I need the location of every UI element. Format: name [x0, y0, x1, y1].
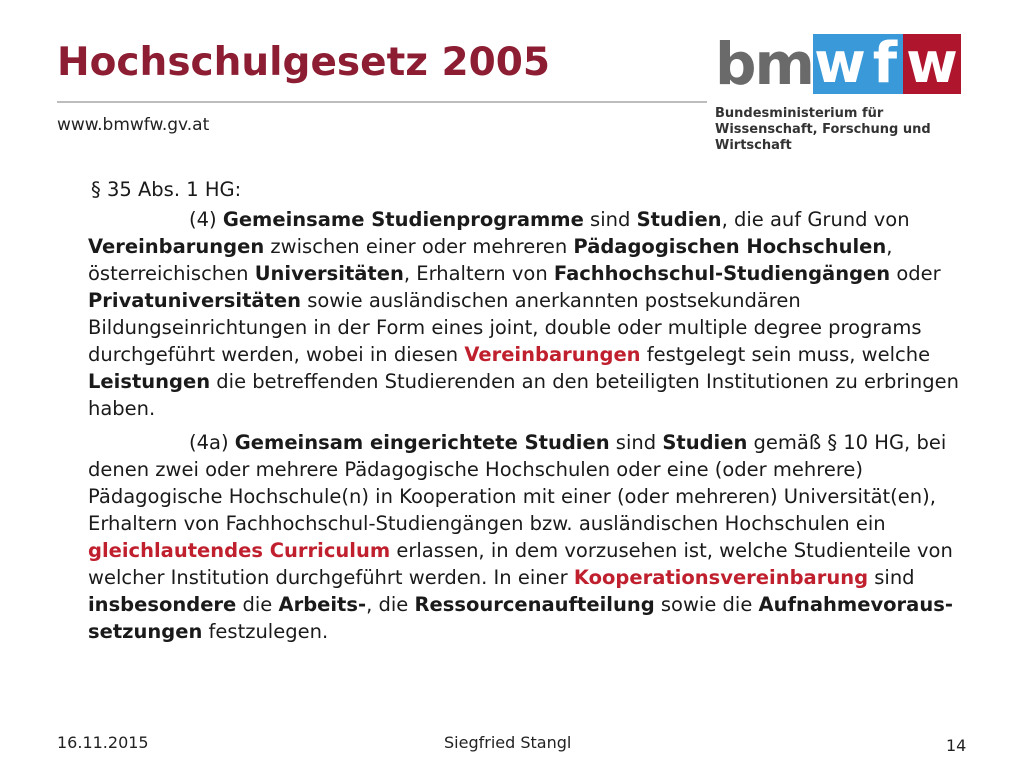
logo-w2: w — [903, 34, 961, 94]
highlight-term: Kooperationsvereinbarung — [573, 566, 869, 589]
website-url: www.bmwfw.gv.at — [57, 115, 210, 135]
paragraph-4a-text — [88, 431, 953, 643]
text-run: (4) — [189, 208, 223, 231]
bold-term: Arbeits- — [278, 593, 367, 616]
logo-subtitle — [715, 106, 975, 154]
text-run: sowie die — [654, 593, 759, 616]
paragraph-4a — [88, 429, 993, 645]
bold-term: Pädagogischen Hochschulen — [573, 235, 887, 258]
bold-term: Aufnahmevoraus-setzungen — [88, 593, 953, 643]
bold-term: Vereinbarungen — [88, 235, 265, 258]
text-run: sowie ausländischen anerkannten postsekundären Bildungseinrichtungen in der Form eines joint, double oder multiple degree programs durchgeführt werden, wobei in diesen — [88, 289, 922, 366]
bold-term: Universitäten — [254, 262, 404, 285]
bmwfw-logo — [715, 30, 975, 153]
text-run: die betreffenden Studierenden an den beteiligten Institutionen zu erbringen haben. — [88, 370, 959, 420]
footer-date: 16.11.2015 — [57, 733, 149, 752]
bold-term: Studien — [636, 208, 722, 231]
text-run: erlassen, in dem vorzusehen ist, welche Studienteile von welcher Institution durchgeführt werden. In einer — [88, 539, 953, 589]
law-reference: § 35 Abs. 1 HG: — [91, 178, 242, 201]
logo-w1: w — [814, 31, 866, 96]
text-run: sind — [583, 208, 637, 231]
paragraph-4-text — [88, 208, 959, 420]
logo-bm: bm — [715, 30, 813, 98]
text-run: gemäß § 10 HG, bei denen zwei oder mehrere Pädagogische Hochschulen oder eine (oder mehrere) Pädagogische Hochschule(n) in Kooperation mit einer (oder mehreren) Universität(en), Erhaltern von Fachhochschul-Studiengängen bzw. ausländischen Hochschulen ein — [88, 431, 947, 535]
logo-f: f — [867, 34, 903, 94]
bold-term: Studien — [662, 431, 748, 454]
logo-mark — [715, 30, 975, 98]
text-run: , österreichischen — [88, 235, 893, 285]
text-run: oder — [890, 262, 941, 285]
text-run: sind — [609, 431, 663, 454]
text-run: zwischen einer oder mehreren — [264, 235, 574, 258]
highlight-term: Vereinbarungen — [464, 343, 641, 366]
slide-body — [88, 176, 993, 645]
paragraph-4 — [88, 206, 993, 422]
bold-term: Fachhochschul-Studiengängen — [553, 262, 891, 285]
page-number: 14 — [946, 736, 967, 755]
highlight-term: gleichlautendes Curriculum — [88, 539, 391, 562]
bold-term: Leistungen — [88, 370, 211, 393]
bold-term: Privatuniversitäten — [88, 289, 301, 312]
title-divider — [57, 101, 707, 103]
bold-term: Gemeinsam eingerichtete Studien — [234, 431, 610, 454]
text-run: festzulegen. — [202, 620, 329, 643]
logo-line-2: Wissenschaft, Forschung und Wirtschaft — [715, 122, 931, 153]
text-run: festgelegt sein muss, welche — [640, 343, 931, 366]
text-run: , Erhaltern von — [403, 262, 554, 285]
text-run: die — [236, 593, 279, 616]
logo-line-1: Bundesministerium für — [715, 106, 884, 121]
bold-term: Ressourcenaufteilung — [414, 593, 655, 616]
text-run: , die — [366, 593, 415, 616]
text-run: (4a) — [189, 431, 235, 454]
text-run: sind — [868, 566, 915, 589]
text-run: , die auf Grund von — [721, 208, 910, 231]
bold-term: Gemeinsame Studienprogramme — [222, 208, 584, 231]
slide-title: Hochschulgesetz 2005 — [57, 40, 551, 85]
bold-term: insbesondere — [88, 593, 237, 616]
footer-author: Siegfried Stangl — [444, 733, 572, 752]
